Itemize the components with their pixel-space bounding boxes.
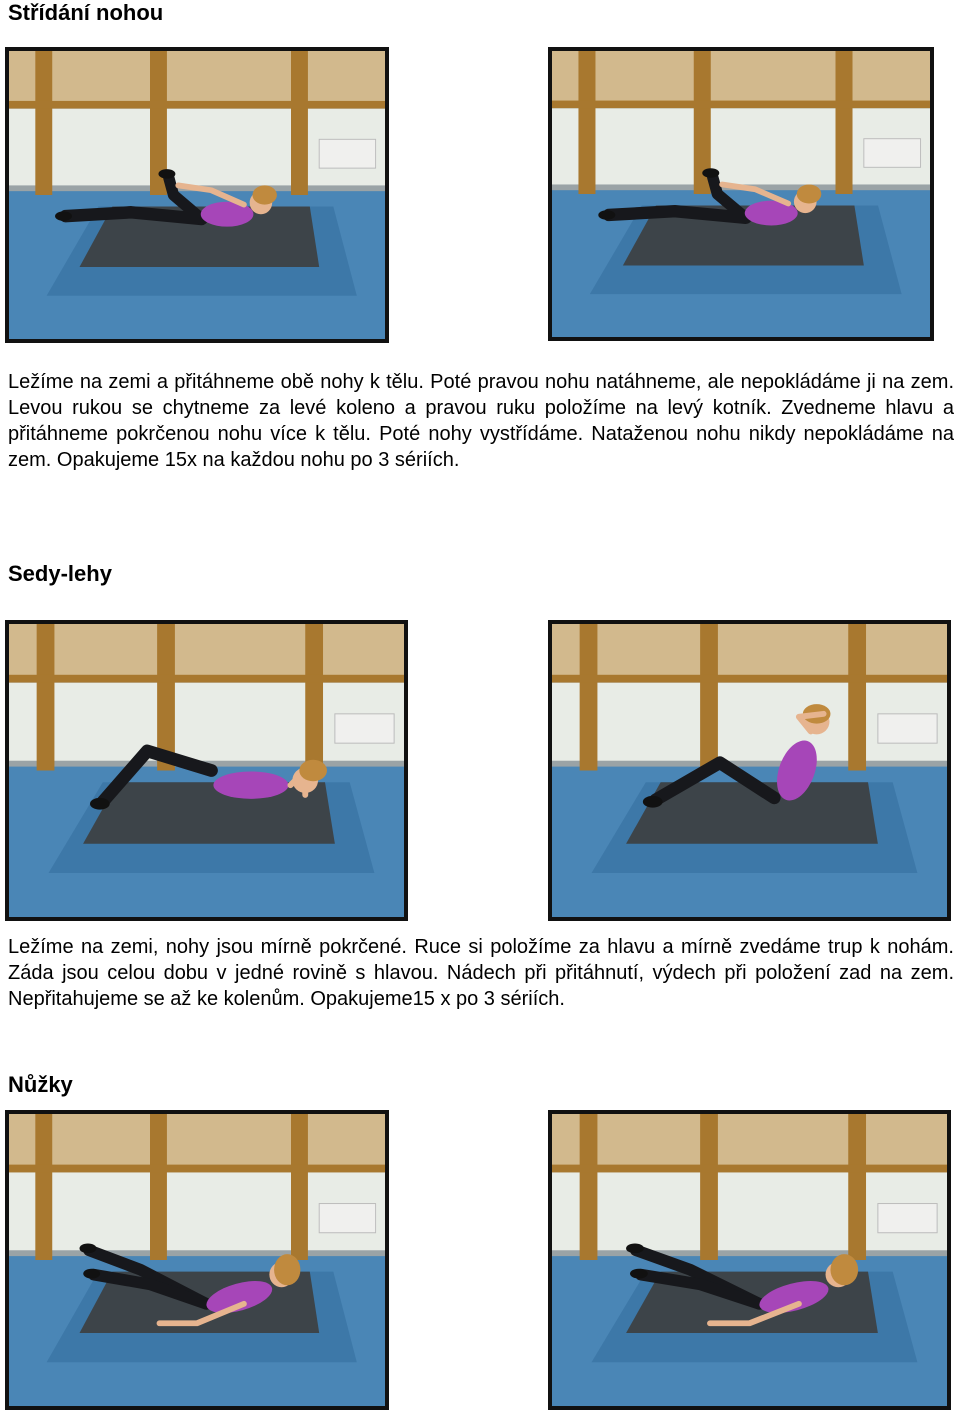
- shoe: [83, 1269, 100, 1279]
- radiator: [335, 714, 394, 743]
- shoe: [630, 1269, 648, 1279]
- leg: [65, 212, 201, 219]
- window-beam: [552, 101, 930, 109]
- window-sill: [552, 1250, 947, 1256]
- exercise-photo-scissors-2: [548, 1110, 951, 1410]
- window-post: [848, 624, 866, 771]
- window-beam: [552, 675, 947, 683]
- shoe: [55, 211, 72, 221]
- exercise-photo-situps-1: [5, 620, 408, 921]
- window-beam: [552, 1165, 947, 1173]
- hair: [830, 1254, 858, 1285]
- mat: [83, 782, 335, 844]
- window-post: [150, 1114, 167, 1260]
- window-post: [578, 51, 595, 194]
- exercise-scene: [9, 51, 385, 339]
- hair: [797, 184, 822, 203]
- radiator: [878, 714, 937, 743]
- exercise-scene: [552, 624, 947, 917]
- window-post: [700, 1114, 718, 1260]
- outdoor-view: [9, 1114, 385, 1172]
- window-post: [37, 624, 55, 771]
- radiator: [319, 139, 375, 168]
- window-sill: [9, 1250, 385, 1256]
- window-beam: [9, 101, 385, 109]
- exercise-photo-leg-switch-1: [5, 47, 389, 343]
- exercise-photo-leg-switch-2: [548, 47, 934, 341]
- section-description-situps: Ležíme na zemi, nohy jsou mírně pokrčené. Ruce si položíme za hlavu a mírně zvedáme trup k nohám. Záda jsou celou dobu v jedné rovině s hlavou. Nádech při přitáhnutí, výdech při položení zad na zem. Nepřitahujeme se až ke kolenům. Opakujeme15 x po 3 sériích.: [8, 936, 954, 1010]
- window-beam: [9, 675, 404, 683]
- radiator: [319, 1204, 375, 1233]
- shoe: [702, 168, 719, 178]
- exercise-scene: [552, 1114, 947, 1406]
- shoe: [643, 796, 663, 808]
- shoe: [626, 1243, 644, 1253]
- exercise-photo-situps-2: [548, 620, 951, 921]
- window-post: [700, 624, 718, 771]
- window-post: [291, 51, 308, 195]
- window-post: [836, 51, 853, 194]
- window-post: [35, 51, 52, 195]
- window-sill: [552, 761, 947, 767]
- section-description-leg-switch: Ležíme na zemi a přitáhneme obě nohy k tělu. Poté pravou nohu natáhneme, ale nepokládáme ji na zem. Levou rukou se chytneme za levé koleno a pravou ruku položíme na levý kotník. Zvedneme hlavu a přitáhneme pokrčenou nohu více k tělu. Poté nohy vystřídáme. Nataženou nohu nikdy nepokládáme na zem. Opakujeme 15x na každou nohu po 3 sériích.: [8, 371, 954, 471]
- section-title-situps: Sedy-lehy: [8, 561, 112, 586]
- section-title-leg-switch: Střídání nohou: [8, 0, 164, 25]
- exercise-photo-scissors-1: [5, 1110, 389, 1410]
- window-post: [580, 624, 598, 771]
- hair: [274, 1254, 300, 1285]
- window-post: [35, 1114, 52, 1260]
- window-post: [291, 1114, 308, 1260]
- shoe: [158, 169, 175, 179]
- shoe: [90, 798, 110, 810]
- torso: [213, 771, 288, 798]
- shoe: [598, 210, 615, 220]
- section-title-scissors: Nůžky: [8, 1072, 73, 1097]
- outdoor-view: [9, 51, 385, 109]
- outdoor-view: [552, 624, 947, 683]
- outdoor-view: [552, 51, 930, 108]
- shoe: [80, 1243, 97, 1253]
- leg: [609, 211, 746, 218]
- exercise-scene: [552, 51, 930, 337]
- hair: [299, 760, 327, 781]
- exercise-scene: [9, 624, 404, 917]
- exercise-scene: [9, 1114, 385, 1406]
- window-beam: [9, 1165, 385, 1173]
- hair: [252, 185, 276, 204]
- radiator: [878, 1204, 937, 1233]
- outdoor-view: [9, 624, 404, 683]
- window-post: [580, 1114, 598, 1260]
- radiator: [864, 139, 921, 168]
- outdoor-view: [552, 1114, 947, 1172]
- window-post: [305, 624, 323, 771]
- window-post: [848, 1114, 866, 1260]
